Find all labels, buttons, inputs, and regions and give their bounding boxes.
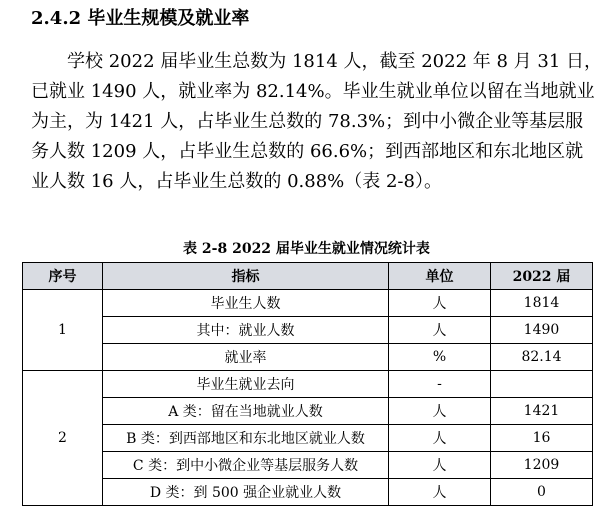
unit-cell: 人 (389, 425, 491, 452)
employment-statistics-table (22, 262, 593, 506)
indicator-cell: 其中：就业人数 (103, 317, 389, 344)
body-paragraph (31, 47, 602, 197)
paragraph-line: 务人数 1209 人，占毕业生总数的 66.6%；到西部地区和东北地区就 (31, 141, 584, 162)
unit-cell: 人 (389, 398, 491, 425)
table-header-row (23, 263, 593, 290)
value-cell: 1814 (491, 290, 593, 317)
value-cell: 0 (491, 479, 593, 506)
group-number: 2 (23, 371, 103, 506)
table-caption: 表 2-8 2022 届毕业生就业情况统计表 (183, 241, 430, 257)
value-cell: 16 (491, 425, 593, 452)
group-number: 1 (23, 290, 103, 371)
unit-cell: - (389, 371, 491, 398)
table-row (23, 344, 593, 371)
paragraph-line: 为主，为 1421 人，占毕业生总数的 78.3%；到中小微企业等基层服 (31, 111, 584, 132)
table-row (23, 452, 593, 479)
header-2022: 2022 届 (491, 263, 593, 290)
paragraph-line: 业人数 16 人，占毕业生总数的 0.88%（表 2-8）。 (31, 171, 442, 192)
paragraph-line: 学校 2022 届毕业生总数为 1814 人，截至 2022 年 8 月 31 日， (67, 51, 602, 72)
value-cell: 1490 (491, 317, 593, 344)
value-cell: 1209 (491, 452, 593, 479)
indicator-cell: A 类：留在当地就业人数 (103, 398, 389, 425)
value-cell: 82.14 (491, 344, 593, 371)
header-unit: 单位 (389, 263, 491, 290)
indicator-cell: 毕业生就业去向 (103, 371, 389, 398)
section-heading: 2.4.2 毕业生规模及就业率 (31, 8, 250, 29)
table-row (23, 398, 593, 425)
unit-cell: % (389, 344, 491, 371)
table-row (23, 425, 593, 452)
value-cell: 1421 (491, 398, 593, 425)
indicator-cell: 毕业生人数 (103, 290, 389, 317)
table-row (23, 290, 593, 317)
table-row (23, 317, 593, 344)
table-row (23, 371, 593, 398)
header-indicator: 指标 (103, 263, 389, 290)
unit-cell: 人 (389, 479, 491, 506)
header-serial-number: 序号 (23, 263, 103, 290)
table-row (23, 479, 593, 506)
indicator-cell: C 类：到中小微企业等基层服务人数 (103, 452, 389, 479)
indicator-cell: 就业率 (103, 344, 389, 371)
indicator-cell: D 类：到 500 强企业就业人数 (103, 479, 389, 506)
unit-cell: 人 (389, 290, 491, 317)
unit-cell: 人 (389, 317, 491, 344)
unit-cell: 人 (389, 452, 491, 479)
indicator-cell: B 类：到西部地区和东北地区就业人数 (103, 425, 389, 452)
value-cell (491, 371, 593, 398)
paragraph-line: 已就业 1490 人，就业率为 82.14%。毕业生就业单位以留在当地就业 (31, 81, 595, 102)
